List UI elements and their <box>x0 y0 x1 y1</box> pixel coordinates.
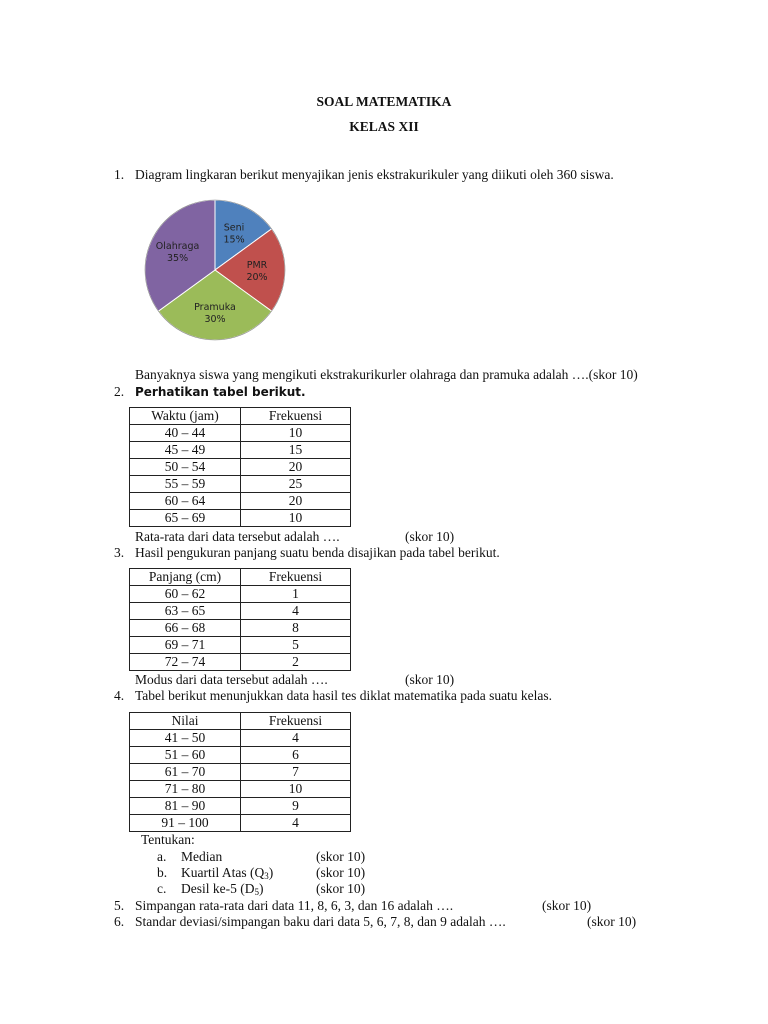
class-interval-cell: 81 – 90 <box>130 798 241 815</box>
table-row <box>130 620 351 637</box>
document-title: SOAL MATEMATIKA <box>316 94 452 109</box>
q6-score: (skor 10) <box>587 914 637 929</box>
class-interval-cell: 55 – 59 <box>130 476 241 493</box>
q2-score: (skor 10) <box>405 529 455 544</box>
table-row <box>130 764 351 781</box>
q1-text: Diagram lingkaran berikut menyajikan jenis ekstrakurikuler yang diikuti oleh 360 siswa. <box>135 167 614 182</box>
table-row <box>130 654 351 671</box>
frequency-cell: 15 <box>241 442 351 459</box>
q5-number: 5. <box>114 898 125 913</box>
pie-label-value: 35% <box>167 252 189 264</box>
class-interval-cell: 71 – 80 <box>130 781 241 798</box>
table-row <box>130 637 351 654</box>
pie-label-value: 15% <box>223 234 245 246</box>
class-interval-cell: 91 – 100 <box>130 815 241 832</box>
q3-number: 3. <box>114 545 125 560</box>
q4-item-a-letter: a. <box>157 849 167 864</box>
table-row <box>130 442 351 459</box>
q4-item-b-score: (skor 10) <box>316 865 366 880</box>
table-header-cell: Frekuensi <box>241 569 351 586</box>
q2-table <box>129 407 351 527</box>
table-row <box>130 603 351 620</box>
q4-item-c-letter: c. <box>157 881 167 896</box>
document-class: KELAS XII <box>349 119 419 134</box>
class-interval-cell: 72 – 74 <box>130 654 241 671</box>
q4-table <box>129 712 351 832</box>
q1-number: 1. <box>114 167 125 182</box>
table-row <box>130 425 351 442</box>
pie-label-value: 30% <box>204 314 226 325</box>
frequency-cell: 20 <box>241 459 351 476</box>
frequency-cell: 10 <box>241 425 351 442</box>
q3-score: (skor 10) <box>405 672 455 687</box>
class-interval-cell: 50 – 54 <box>130 459 241 476</box>
table-header-row <box>130 713 351 730</box>
q2-question: Rata-rata dari data tersebut adalah …. <box>135 529 340 544</box>
q4-item-c-score: (skor 10) <box>316 881 366 896</box>
table-row <box>130 493 351 510</box>
pie-chart <box>140 195 290 345</box>
frequency-cell: 8 <box>241 620 351 637</box>
table-row <box>130 476 351 493</box>
q4-number: 4. <box>114 688 125 703</box>
class-interval-cell: 41 – 50 <box>130 730 241 747</box>
pie-label-value: 20% <box>246 272 268 283</box>
q6-number: 6. <box>114 914 125 929</box>
table-header-row <box>130 569 351 586</box>
pie-label-category: Seni <box>223 222 245 234</box>
class-interval-cell: 51 – 60 <box>130 747 241 764</box>
table-row <box>130 586 351 603</box>
table-header-row <box>130 408 351 425</box>
table-row <box>130 510 351 527</box>
table-row <box>130 730 351 747</box>
table-row <box>130 815 351 832</box>
frequency-cell: 4 <box>241 730 351 747</box>
class-interval-cell: 69 – 71 <box>130 637 241 654</box>
table-row <box>130 459 351 476</box>
q4-item-a-score: (skor 10) <box>316 849 366 864</box>
q6-text: Standar deviasi/simpangan baku dari data 5, 6, 7, 8, dan 9 adalah …. <box>135 914 506 929</box>
table-header-cell: Frekuensi <box>241 408 351 425</box>
q5-text: Simpangan rata-rata dari data 11, 8, 6, 3, dan 16 adalah …. <box>135 898 454 913</box>
pie-label-category: Olahraga <box>155 240 200 252</box>
class-interval-cell: 60 – 62 <box>130 586 241 603</box>
pie-label-category: PMR <box>246 260 268 271</box>
frequency-cell: 2 <box>241 654 351 671</box>
table-header-cell: Nilai <box>130 713 241 730</box>
frequency-cell: 10 <box>241 781 351 798</box>
q4-item-a-label: Median <box>181 849 223 864</box>
q5-score: (skor 10) <box>542 898 592 913</box>
frequency-cell: 4 <box>241 815 351 832</box>
q4-instruction: Tentukan: <box>141 832 195 847</box>
class-interval-cell: 65 – 69 <box>130 510 241 527</box>
frequency-cell: 5 <box>241 637 351 654</box>
frequency-cell: 7 <box>241 764 351 781</box>
q4-item-c-label: Desil ke-5 $(D_5)$ <box>181 881 264 897</box>
table-row <box>130 798 351 815</box>
frequency-cell: 4 <box>241 603 351 620</box>
frequency-cell: 20 <box>241 493 351 510</box>
q4-text: Tabel berikut menunjukkan data hasil tes diklat matematika pada suatu kelas. <box>135 688 553 703</box>
table-row <box>130 781 351 798</box>
q2-text: Perhatikan tabel berikut. <box>135 385 306 399</box>
class-interval-cell: 45 – 49 <box>130 442 241 459</box>
table-row <box>130 747 351 764</box>
q3-table <box>129 568 351 671</box>
q4-item-b-letter: b. <box>157 865 168 880</box>
pie-label-category: Pramuka <box>194 302 236 313</box>
table-header-cell: Panjang (cm) <box>130 569 241 586</box>
q1-question: Banyaknya siswa yang mengikuti ekstrakurikurler olahraga dan pramuka adalah ….(skor 10) <box>135 367 638 382</box>
frequency-cell: 25 <box>241 476 351 493</box>
frequency-cell: 1 <box>241 586 351 603</box>
q3-question: Modus dari data tersebut adalah …. <box>135 672 328 687</box>
class-interval-cell: 60 – 64 <box>130 493 241 510</box>
q2-number: 2. <box>114 384 125 399</box>
frequency-cell: 6 <box>241 747 351 764</box>
q3-text: Hasil pengukuran panjang suatu benda disajikan pada tabel berikut. <box>135 545 500 560</box>
table-header-cell: Frekuensi <box>241 713 351 730</box>
class-interval-cell: 40 – 44 <box>130 425 241 442</box>
frequency-cell: 10 <box>241 510 351 527</box>
class-interval-cell: 63 – 65 <box>130 603 241 620</box>
class-interval-cell: 66 – 68 <box>130 620 241 637</box>
q4-item-b-label: Kuartil Atas $(Q_3)$ <box>181 865 274 881</box>
class-interval-cell: 61 – 70 <box>130 764 241 781</box>
frequency-cell: 9 <box>241 798 351 815</box>
table-header-cell: Waktu (jam) <box>130 408 241 425</box>
